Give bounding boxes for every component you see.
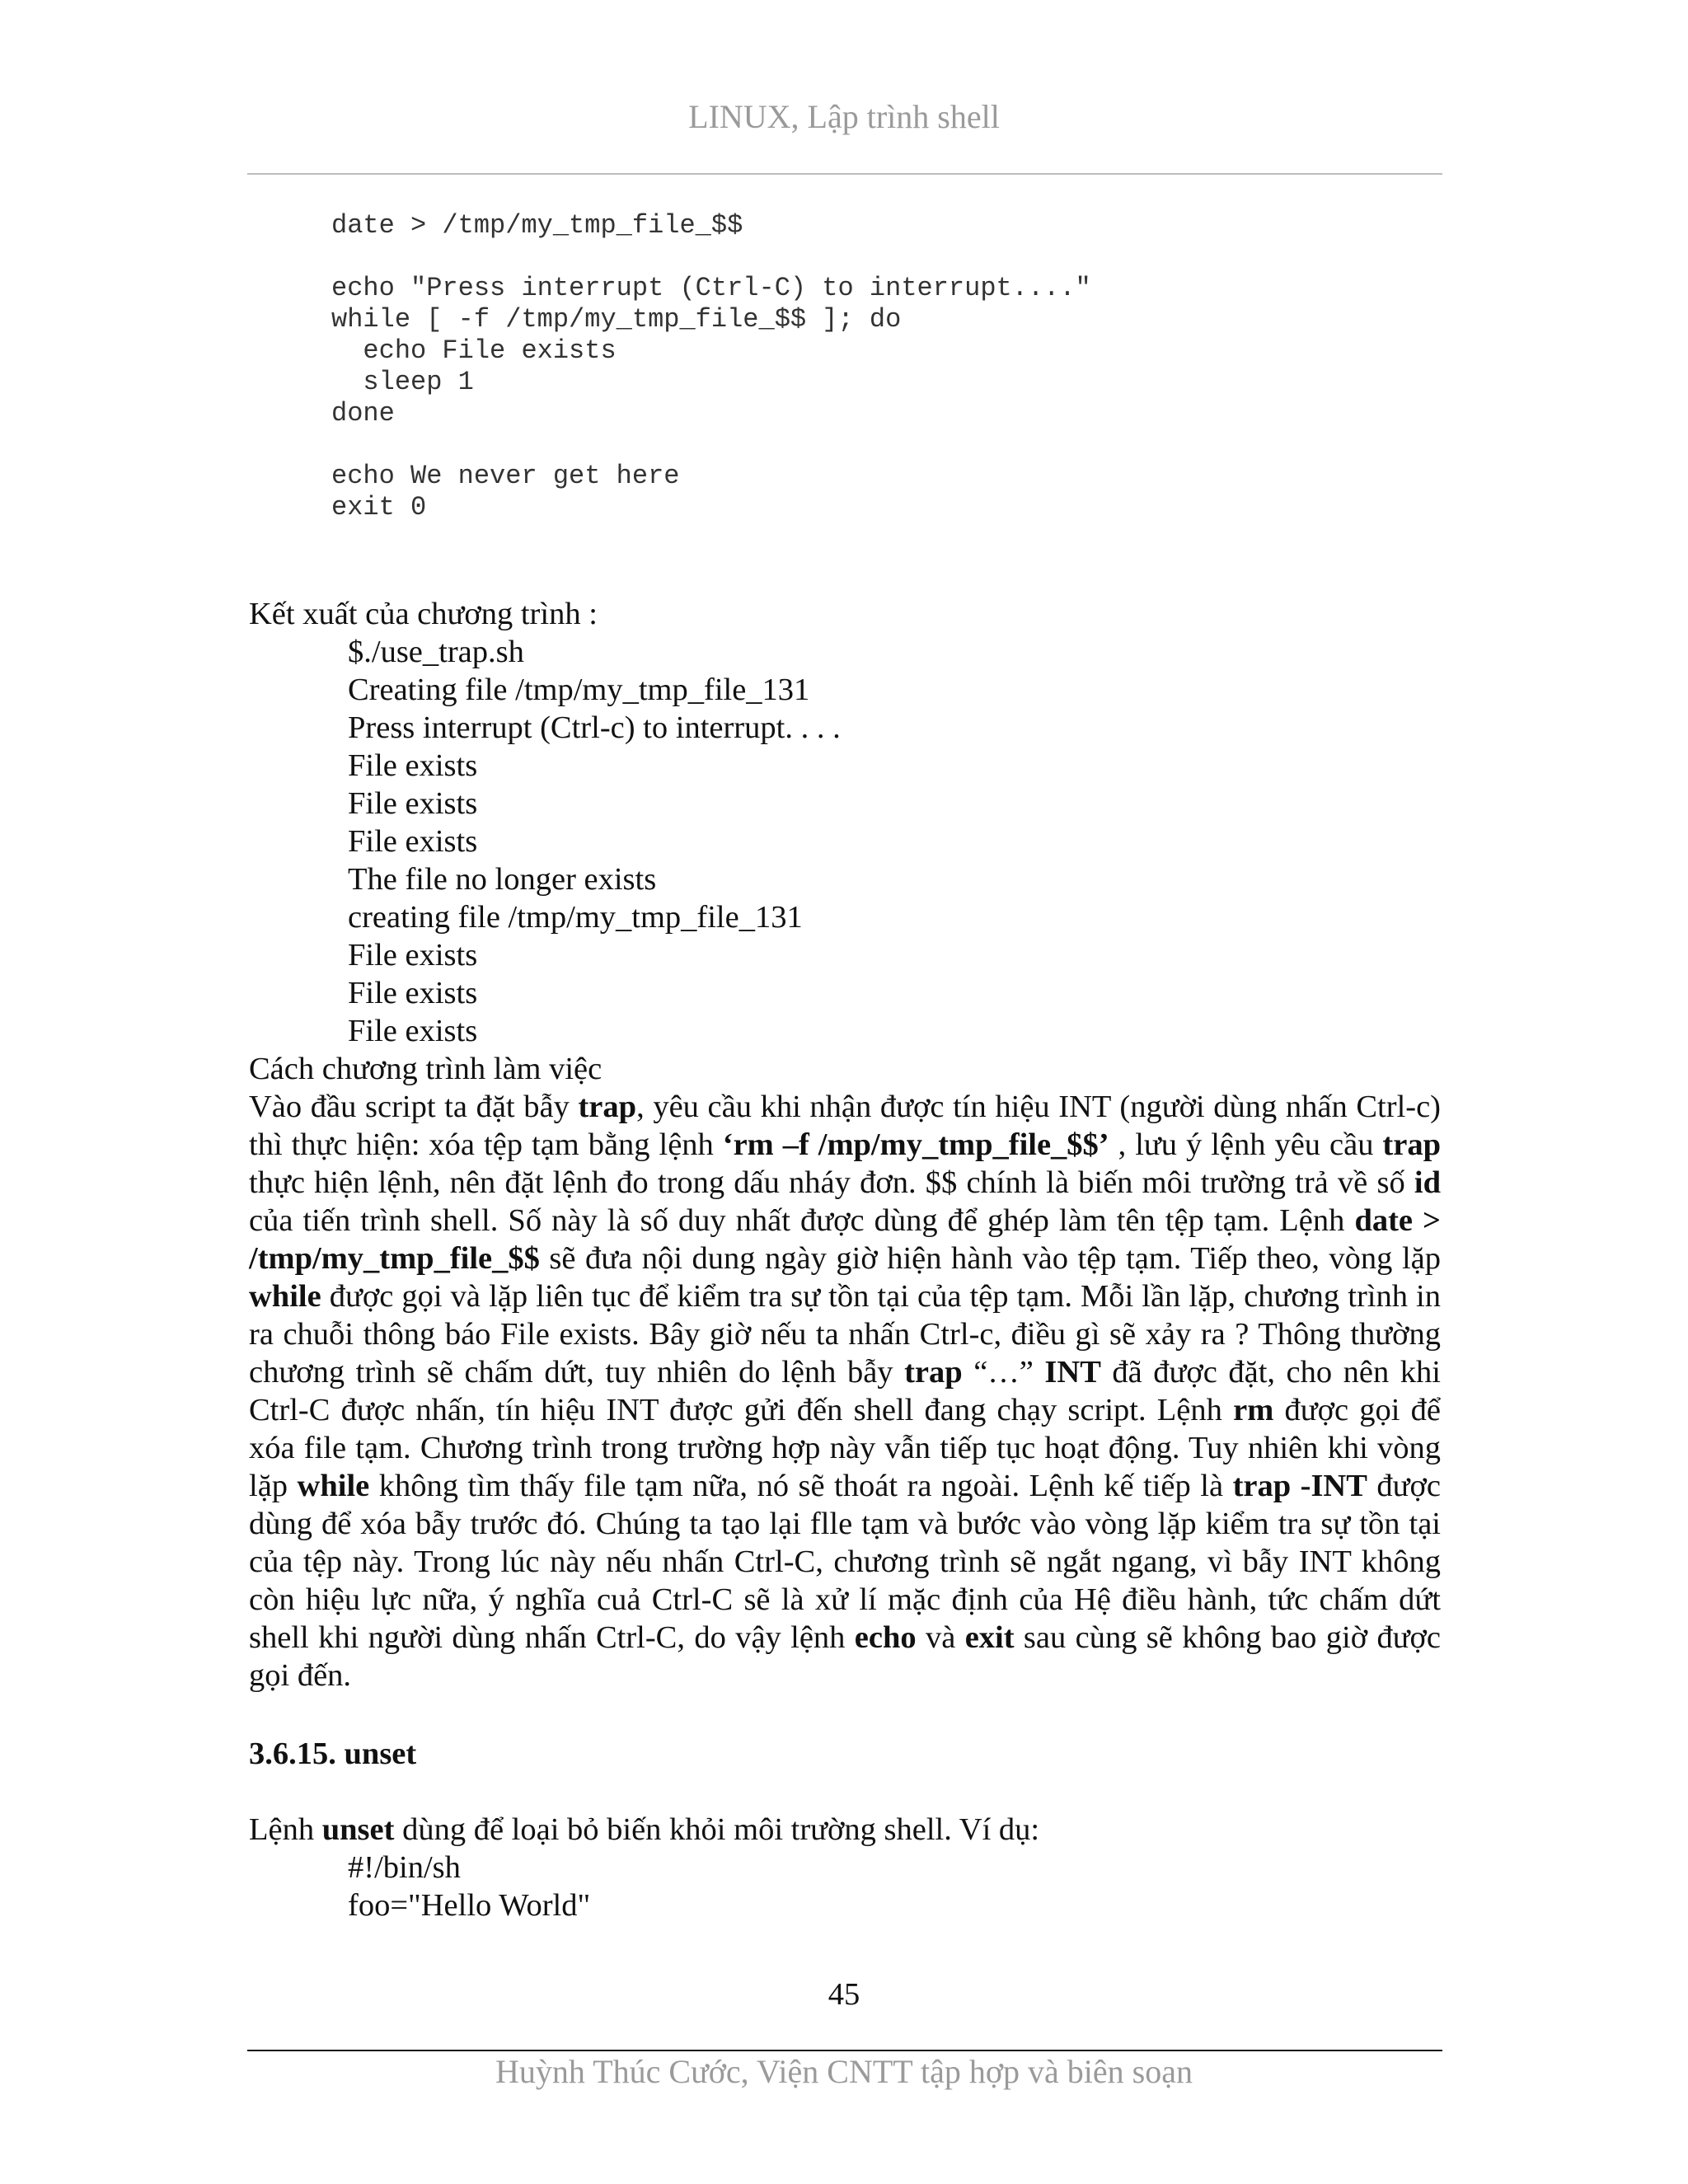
output-line: The file no longer exists [348, 862, 657, 897]
unset-code-line: #!/bin/sh [348, 1850, 461, 1885]
output-line: File exists [348, 1014, 478, 1048]
code-block [331, 210, 1091, 523]
code-line: echo "Press interrupt (Ctrl-C) to interrupt...." [331, 273, 1091, 303]
code-line: echo We never get here [331, 461, 680, 491]
output-section [249, 595, 1441, 1694]
code-line: while [ -f /tmp/my_tmp_file_$$ ]; do [331, 304, 902, 335]
unset-code-line: foo="Hello World" [348, 1888, 591, 1923]
page-footer: Huỳnh Thúc Cước, Viện CNTT tập hợp và biên soạn [495, 2053, 1193, 2090]
output-line: Creating file /tmp/my_tmp_file_131 [348, 673, 810, 707]
header-divider [247, 173, 1442, 175]
code-line: done [331, 398, 395, 429]
output-line: File exists [348, 786, 478, 821]
code-line: date > /tmp/my_tmp_file_$$ [331, 210, 743, 241]
explanation-paragraph: Vào đầu script ta đặt bẫy trap, yêu cầu khi nhận được tín hiệu INT (người dùng nhấn Ctrl-c) thì thực hiện: xóa tệp tạm bằng lệnh ‘rm –f /mp/my_tmp_file_$$’ , lưu ý lệnh yêu cầu trap thực hiện lệnh, nên đặt lệnh đo trong dấu nháy đơn. $$ chính là biến môi trường trả về số id của tiến trình shell. Số này là số duy nhất được dùng để ghép làm tên tệp tạm. Lệnh date > /tmp/my_tmp_file_$$ sẽ đưa nội dung ngày giờ hiện hành vào tệp tạm. Tiếp theo, vòng lặp while được gọi và lặp liên tục để kiểm tra sự tồn tại của tệp tạm. Mỗi lần lặp, chương trình in ra chuỗi thông báo File exists. Bây giờ nếu ta nhấn Ctrl-c, điều gì sẽ xảy ra ? Thông thường chương trình sẽ chấm dứt, tuy nhiên do lệnh bẫy trap “…” INT đã được đặt, cho nên khi Ctrl-C được nhấn, tín hiệu INT được gửi đến shell đang chạy script. Lệnh rm được gọi để xóa file tạm. Chương trình trong trường hợp này vẫn tiếp tục hoạt động. Tuy nhiên khi vòng lặp while không tìm thấy file tạm nữa, nó sẽ thoát ra ngoài. Lệnh kế tiếp là trap -INT được dùng để xóa bẫy trước đó. Chúng ta tạo lại flle tạm và bước vào vòng lặp kiểm tra sự tồn tại của tệp này. Trong lúc này nếu nhấn Ctrl-C, chương trình sẽ ngắt ngang, vì bẫy INT không còn hiệu lực nữa, ý nghĩa cuả Ctrl-C sẽ là xử lí mặc định của Hệ điều hành, tức chấm dứt shell khi người dùng nhấn Ctrl-C, do vậy lệnh echo và exit sau cùng sẽ không bao giờ được gọi đến. [249, 1090, 1442, 1693]
output-line: File exists [348, 824, 478, 859]
code-line: sleep 1 [331, 367, 474, 397]
unset-section [249, 1811, 1441, 1924]
explanation-heading: Cách chương trình làm việc [249, 1052, 603, 1086]
output-line: creating file /tmp/my_tmp_file_131 [348, 900, 803, 935]
footer-divider [247, 2050, 1442, 2051]
output-line: File exists [348, 938, 478, 972]
page-header: LINUX, Lập trình shell [688, 98, 1000, 135]
output-line: Press interrupt (Ctrl-c) to interrupt. . . . [348, 710, 841, 745]
code-line: echo File exists [331, 335, 617, 366]
page-number: 45 [828, 1977, 860, 2012]
output-heading: Kết xuất của chương trình : [249, 597, 598, 631]
output-line: File exists [348, 976, 478, 1010]
output-line: File exists [348, 748, 478, 783]
section-heading: 3.6.15. unset [249, 1736, 417, 1771]
output-line: $./use_trap.sh [348, 635, 524, 669]
code-line: exit 0 [331, 492, 427, 523]
unset-intro: Lệnh unset dùng để loại bỏ biến khỏi môi trường shell. Ví dụ: [249, 1812, 1040, 1847]
